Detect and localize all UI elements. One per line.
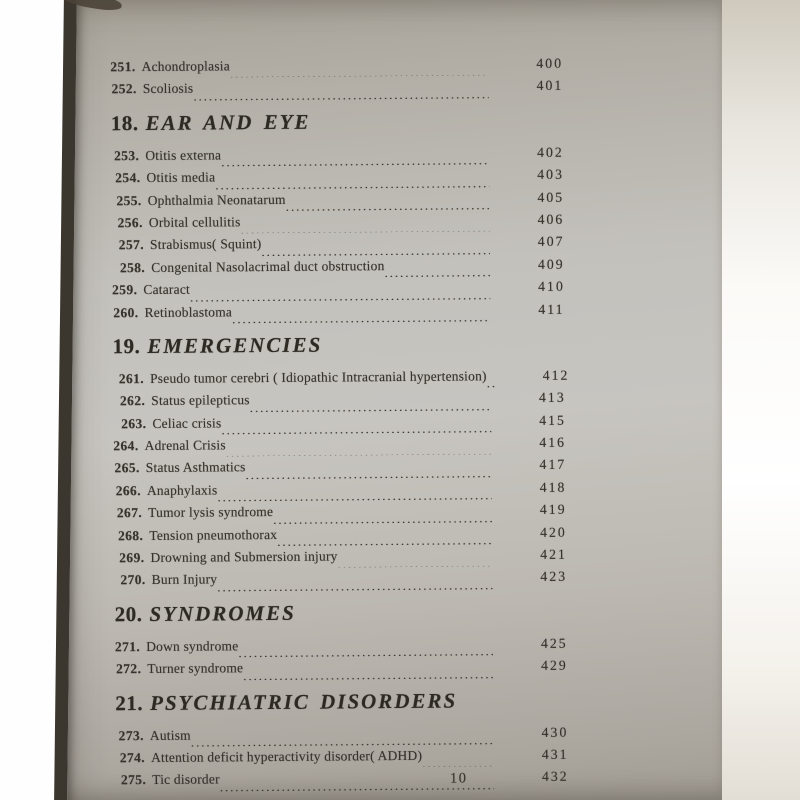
dot-leader bbox=[215, 172, 489, 189]
dot-leader bbox=[238, 641, 493, 658]
toc-entry-number: 258. bbox=[119, 259, 146, 275]
toc-entry-title: Congenital Nasolacrimal duct obstruction bbox=[151, 257, 385, 275]
toc-entry-number: 259. bbox=[112, 282, 138, 298]
toc-entry-title: Attention deficit hyperactivity disorder( ADHD) bbox=[150, 747, 423, 765]
toc-entry-number: 265. bbox=[114, 460, 140, 476]
toc-entry-number: 257. bbox=[118, 237, 145, 253]
toc-entry-number: 256. bbox=[117, 214, 143, 231]
toc-entry-number: 255. bbox=[116, 192, 142, 208]
toc-entry-page-number: 421 bbox=[540, 546, 567, 562]
toc-entry-page-number: 407 bbox=[537, 234, 565, 250]
toc-entry-page-number: 419 bbox=[539, 501, 567, 518]
toc-entry-page-number: 405 bbox=[537, 189, 565, 205]
toc-entry-page-number: 431 bbox=[541, 746, 569, 762]
toc-entry bbox=[115, 655, 587, 681]
toc-entry-number: 274. bbox=[119, 749, 146, 766]
toc-entry-page-number: 430 bbox=[541, 724, 569, 740]
dot-leader bbox=[277, 529, 492, 546]
dot-leader bbox=[286, 194, 490, 210]
toc-entry-page-number: 425 bbox=[540, 635, 568, 651]
toc-entry-title: Adrenal Crisis bbox=[144, 437, 226, 454]
toc-entry-number: 264. bbox=[113, 438, 139, 454]
dot-leader bbox=[217, 574, 492, 591]
section-heading bbox=[115, 684, 587, 718]
section-heading-title: EMERGENCIES bbox=[147, 332, 323, 358]
toc-entry-title: Down syndrome bbox=[146, 638, 239, 654]
toc-entry-page-number: 411 bbox=[538, 301, 565, 317]
toc-entry-number: 251. bbox=[110, 59, 136, 75]
toc-entry-number: 263. bbox=[121, 415, 147, 431]
dot-leader bbox=[273, 507, 492, 524]
toc-entry-page-number: 401 bbox=[536, 78, 564, 94]
toc-entry-title: Celiac crisis bbox=[152, 415, 222, 431]
toc-entry-title: Retinoblastoma bbox=[144, 303, 233, 320]
section-heading bbox=[112, 327, 584, 361]
toc-entry bbox=[116, 766, 588, 792]
toc-entry-number: 252. bbox=[111, 81, 137, 97]
dot-leader bbox=[190, 284, 490, 301]
toc-entry-title: Autism bbox=[149, 727, 191, 743]
toc-entry-page-number: 418 bbox=[539, 479, 567, 495]
toc-entry bbox=[114, 566, 586, 592]
section-heading-title: EAR AND EYE bbox=[145, 109, 311, 135]
dot-leader bbox=[217, 485, 491, 502]
toc-entry-number: 272. bbox=[116, 661, 142, 677]
table-of-contents bbox=[110, 53, 588, 792]
toc-entry-page-number: 415 bbox=[539, 412, 566, 428]
section-heading-number: 19. bbox=[112, 333, 141, 359]
toc-entry-title: Tic disorder bbox=[152, 771, 220, 788]
toc-entry-page-number: 412 bbox=[542, 367, 570, 383]
toc-entry-number: 262. bbox=[119, 393, 146, 409]
toc-entry-number: 254. bbox=[115, 170, 141, 186]
toc-entry-title: Otitis media bbox=[146, 169, 216, 186]
toc-entry-page-number: 423 bbox=[540, 569, 568, 585]
toc-entry-number: 270. bbox=[120, 572, 146, 588]
toc-entry-page-number: 400 bbox=[536, 55, 564, 71]
toc-entry-page-number: 406 bbox=[537, 211, 565, 227]
toc-entry-page-number: 432 bbox=[541, 769, 569, 785]
toc-entry-title: Ophthalmia Neonatarum bbox=[147, 191, 286, 208]
dot-leader bbox=[221, 418, 491, 435]
section-heading bbox=[115, 595, 587, 629]
toc-entry-title: Turner syndrome bbox=[147, 660, 244, 677]
toc-entry bbox=[112, 298, 584, 324]
dot-leader bbox=[230, 61, 489, 78]
toc-entry-title: Tension pneumothorax bbox=[149, 526, 278, 543]
dot-leader bbox=[487, 373, 495, 388]
section-heading-title: SYNDROMES bbox=[149, 600, 296, 626]
toc-entry-number: 269. bbox=[119, 550, 145, 566]
dot-leader bbox=[261, 239, 489, 256]
toc-entry-title: Otitis externa bbox=[145, 147, 222, 163]
toc-entry-title: Cataract bbox=[143, 281, 190, 298]
toc-entry-page-number: 409 bbox=[537, 256, 565, 272]
toc-entry-page-number: 416 bbox=[539, 434, 567, 450]
dot-leader bbox=[221, 150, 489, 167]
dot-leader bbox=[191, 729, 494, 746]
dot-leader bbox=[243, 663, 493, 680]
page-number: 10 bbox=[449, 770, 468, 787]
dot-leader bbox=[193, 83, 488, 100]
toc-entry-title: Drowning and Submersion injury bbox=[150, 548, 338, 565]
toc-entry-title: Orbital cellulitis bbox=[148, 214, 241, 230]
toc-entry-page-number: 402 bbox=[536, 144, 564, 160]
toc-entry-title: Burn Injury bbox=[151, 571, 218, 588]
toc-entry bbox=[110, 75, 582, 101]
section-heading-title: PSYCHIATRIC DISORDERS bbox=[150, 688, 458, 715]
toc-entry-number: 253. bbox=[114, 147, 140, 164]
section-heading bbox=[111, 104, 583, 138]
toc-entry-number: 271. bbox=[114, 638, 141, 655]
dot-leader bbox=[250, 395, 491, 412]
toc-entry-title: Pseudo tumor cerebri ( Idiopathic Intracranial hypertension) bbox=[149, 368, 487, 386]
dot-leader bbox=[338, 552, 493, 568]
toc-entry-page-number: 429 bbox=[541, 657, 568, 674]
toc-entry-number: 260. bbox=[113, 304, 139, 320]
dot-leader bbox=[422, 752, 494, 767]
section-heading-number: 18. bbox=[110, 110, 139, 136]
toc-entry-number: 261. bbox=[118, 370, 145, 387]
toc-entry-title: Anaphylaxis bbox=[146, 482, 218, 498]
toc-entry-title: Tumor lysis syndrome bbox=[148, 504, 274, 521]
toc-entry-page-number: 417 bbox=[539, 457, 567, 473]
dot-leader bbox=[246, 462, 492, 479]
toc-entry-title: Achondroplasia bbox=[141, 58, 230, 75]
toc-entry-title: Scoliosis bbox=[142, 81, 194, 97]
toc-entry-number: 267. bbox=[116, 505, 143, 521]
section-heading-number: 20. bbox=[114, 601, 143, 627]
toc-entry-page-number: 403 bbox=[537, 166, 564, 183]
dot-leader bbox=[241, 217, 490, 234]
dot-leader bbox=[232, 306, 490, 323]
toc-entry-page-number: 410 bbox=[538, 278, 565, 295]
toc-entry-page-number: 420 bbox=[539, 524, 567, 540]
toc-entry-title: Status Asthmatics bbox=[145, 459, 246, 476]
toc-entry-title: Status epilepticus bbox=[151, 392, 250, 409]
dot-leader bbox=[384, 262, 490, 278]
dot-leader bbox=[226, 440, 492, 457]
toc-entry-number: 268. bbox=[117, 527, 144, 543]
section-heading-number: 21. bbox=[115, 690, 144, 715]
toc-entry-number: 275. bbox=[120, 772, 147, 788]
toc-entry-number: 273. bbox=[118, 727, 144, 743]
toc-entry-number: 266. bbox=[115, 482, 141, 499]
toc-entry-title: Strabismus( Squint) bbox=[149, 236, 262, 253]
toc-entry-page-number: 413 bbox=[538, 389, 566, 406]
